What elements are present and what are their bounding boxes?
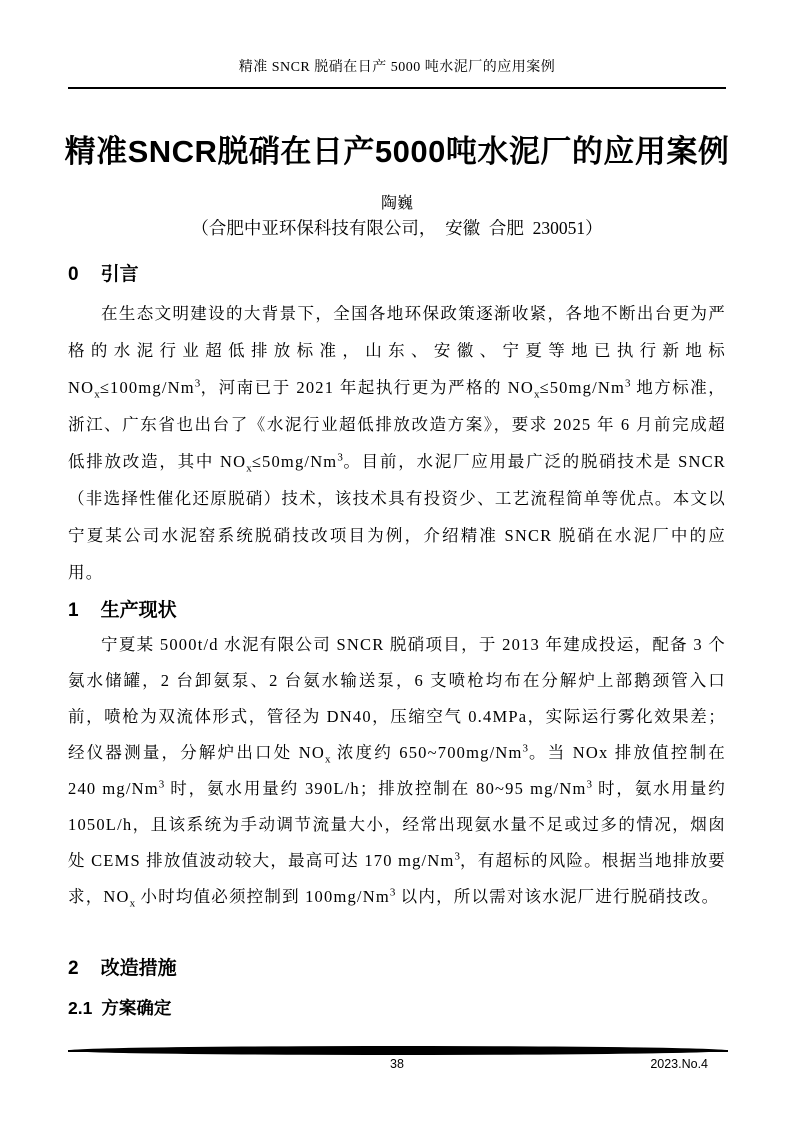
- section-title: 引言: [100, 264, 139, 285]
- section-heading-production-status: [68, 595, 726, 622]
- section-number: 1: [68, 600, 79, 621]
- header-rule: [68, 87, 726, 89]
- section-number: 2.1: [68, 998, 93, 1018]
- section-heading-introduction: [68, 259, 726, 286]
- section-heading-plan-determination: [68, 995, 726, 1020]
- section-title: 生产现状: [100, 600, 177, 621]
- section-heading-renovation-measures: [68, 953, 726, 980]
- author-name: 陶巍: [380, 195, 413, 212]
- section-number: 0: [68, 264, 79, 285]
- section-title: 改造措施: [100, 958, 177, 979]
- running-header: 精准 SNCR 脱硝在日产 5000 吨水泥厂的应用案例: [238, 60, 556, 75]
- footer: [68, 1057, 726, 1075]
- paragraph-production-status: 宁夏某 5000t/d 水泥有限公司 SNCR 脱硝项目，于 2013 年建成投运，配备 3 个氨水储罐，2 台卸氨泵、2 台氨水输送泵，6 支喷枪均布在分解炉上部鹅颈管入口前，喷枪为双流体形式，管径为 DN40，压缩空气 0.4MPa，实际运行雾化效果差；经仪器测量，分解炉出口处 $NO_x$ 浓度约 650~700mg/Nm$^3$。当 NOx 排放值控制在 240 mg/Nm$^3$ 时，氨水用量约 390L/h；排放控制在 80~95 mg/Nm$^3$ 时，氨水用量约 1050L/h，且该系统为手动调节流量大小，经常出现氨水量不足或过多的情况，烟囱处 CEMS 排放值波动较大，最高可达 170 mg/Nm$^3$，有超标的风险。根据当地排放要求，$NO_x$ 小时均值必须控制到 100mg/Nm$^3$ 以内，所以需对该水泥厂进行脱硝技改。: [68, 635, 727, 910]
- paper-title: 精准SNCR脱硝在日产5000吨水泥厂的应用案例: [64, 134, 730, 169]
- section-title: 方案确定: [101, 998, 172, 1018]
- author-affiliation: （合肥中亚环保科技有限公司， 安徽 合肥 230051）: [191, 218, 603, 238]
- issue-number: 2023.No.4: [650, 1057, 708, 1071]
- paragraph-introduction: 在生态文明建设的大背景下，全国各地环保政策逐渐收紧，各地不断出台更为严格的水泥行业超低排放标准，山东、安徽、宁夏等地已执行新地标$NO_x\le 100mg/Nm^3$，河南已于 2021 年起执行更为严格的 $NO_x\le 50mg/Nm^3$ 地方标准，浙江、广东省也出台了《水泥行业超低排放改造方案》，要求 2025 年 6 月前完成超低排放改造，其中 $NO_x\le 50mg/Nm^3$。目前，水泥厂应用最广泛的脱硝技术是 SNCR（非选择性催化还原脱硝）技术，该技术具有投资少、工艺流程简单等优点。本文以宁夏某公司水泥窑系统脱硝技改项目为例，介绍精准 SNCR 脱硝在水泥厂中的应用。: [68, 304, 727, 582]
- footer-rule: [68, 1046, 728, 1055]
- page-number: 38: [390, 1057, 404, 1071]
- section-number: 2: [68, 958, 79, 979]
